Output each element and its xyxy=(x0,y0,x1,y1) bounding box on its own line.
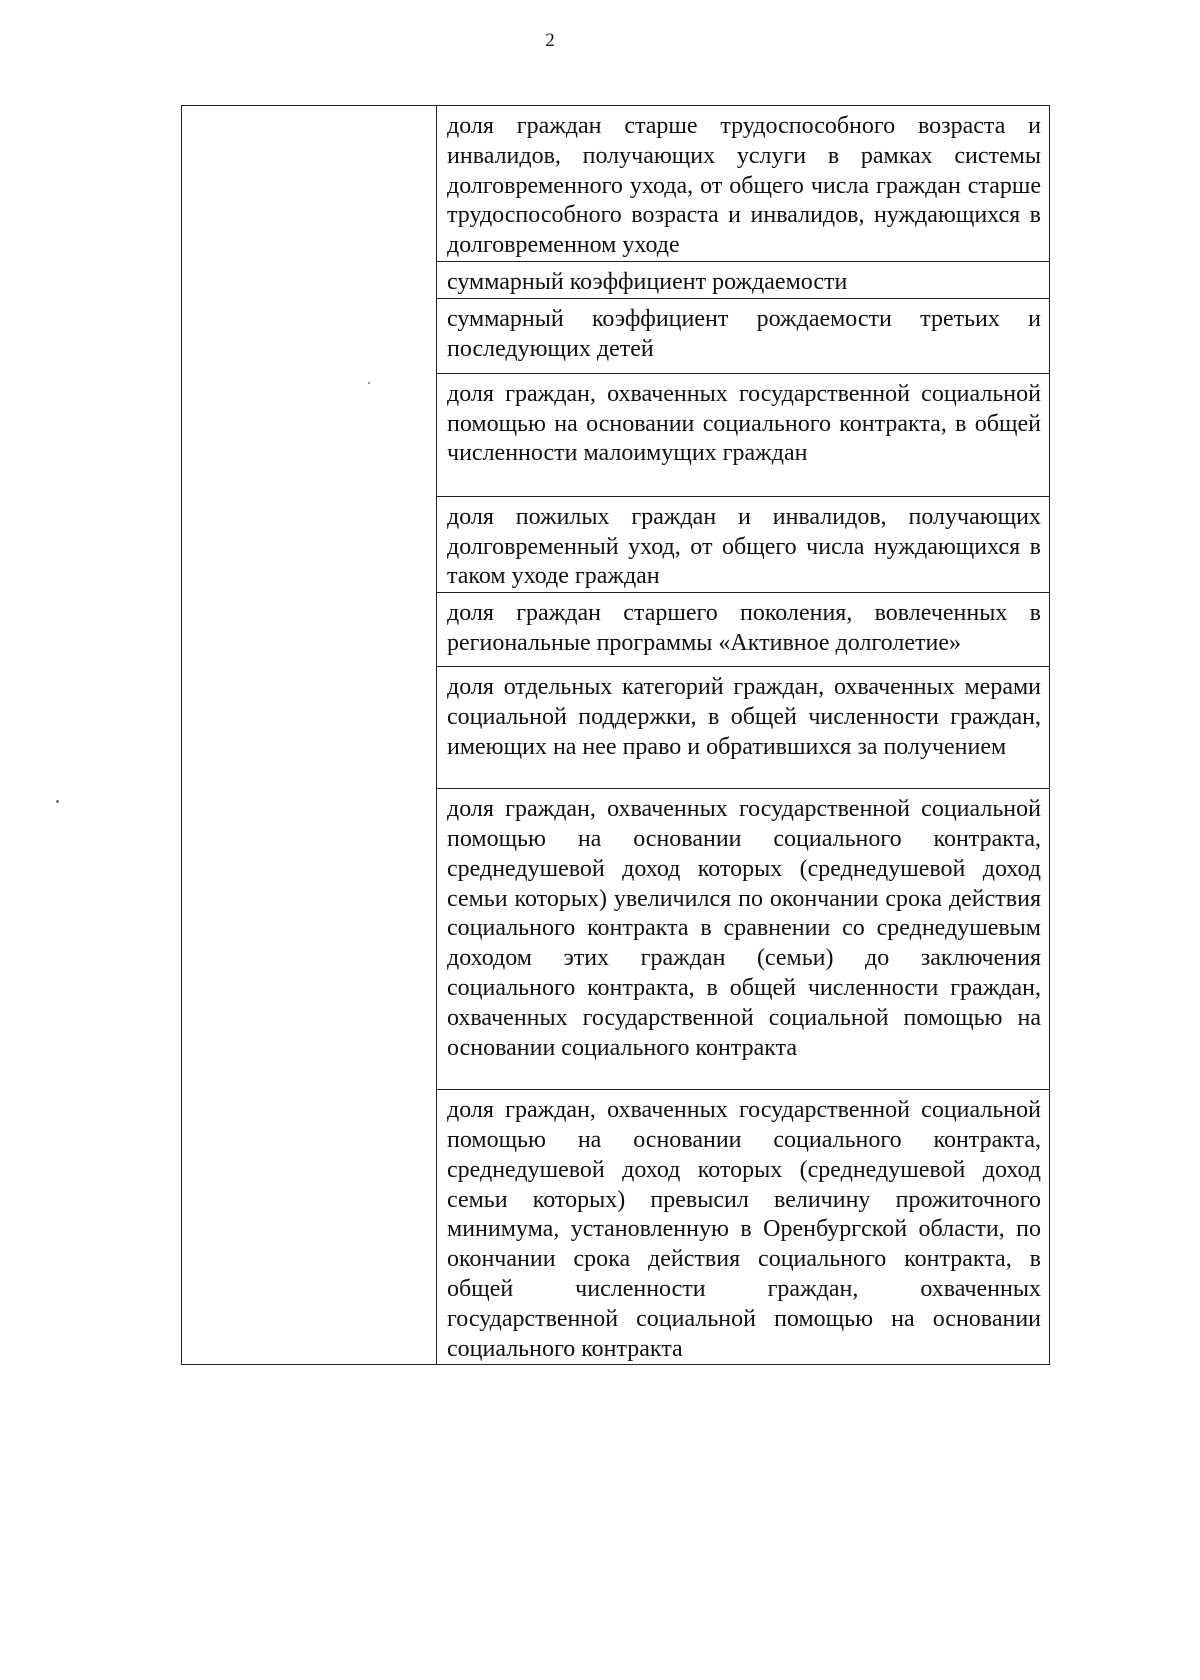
indicator-cell xyxy=(437,298,1050,373)
indicator-text: доля граждан, охваченных государственной социальной помощью на основании социального контракта, среднедушевой доход которых (среднедушевой доход семьи которых) увеличился по окончании срока действия социального контракта в сравнении со среднедушевым доходом этих граждан (семьи) до заключения социального контракта, в общей численности граждан, охваченных государственной социальной помощью на основании социального контракта xyxy=(447,796,1041,1061)
indicator-cell xyxy=(437,667,1050,789)
indicator-text: доля граждан старше трудоспособного возраста и инвалидов, получающих услуги в рамках системы долговременного ухода, от общего числа граждан старше трудоспособного возраста и инвалидов, нуждающихся в долговременном уходе xyxy=(447,113,1041,259)
indicator-cell xyxy=(437,496,1050,592)
indicator-cell xyxy=(437,261,1050,298)
indicator-text: суммарный коэффициент рождаемости третьих и последующих детей xyxy=(447,305,1041,362)
indicator-cell xyxy=(437,106,1050,262)
indicators-table xyxy=(181,105,1050,1365)
indicator-cell xyxy=(437,593,1050,667)
indicator-text: доля отдельных категорий граждан, охваченных мерами социальной поддержки, в общей численности граждан, имеющих на нее право и обратившихся за получением xyxy=(447,674,1041,760)
table-row xyxy=(182,106,1050,262)
indicator-text: доля граждан, охваченных государственной социальной помощью на основании социального контракта, в общей численности малоимущих граждан xyxy=(447,380,1041,467)
indicator-cell xyxy=(437,373,1050,496)
indicator-cell xyxy=(437,789,1050,1090)
page-number: 2 xyxy=(545,30,555,51)
indicator-text: доля граждан, охваченных государственной социальной помощью на основании социального контракта, среднедушевой доход которых (среднедушевой доход семьи которых) превысил величину прожиточного минимума, установленную в Оренбургской области, по окончании срока действия социального контракта, в общей численности граждан, охваченных государственной социальной помощью на основании социального контракта xyxy=(447,1097,1041,1362)
program-name-cell xyxy=(182,106,437,1365)
indicator-text: доля граждан старшего поколения, вовлеченных в региональные программы «Активное долголетие» xyxy=(447,600,1041,656)
indicator-text: суммарный коэффициент рождаемости xyxy=(447,268,848,295)
indicator-text: доля пожилых граждан и инвалидов, получающих долговременный уход, от общего числа нуждающихся в таком уходе граждан xyxy=(447,503,1041,590)
scan-speck xyxy=(56,800,59,803)
indicator-cell xyxy=(437,1090,1050,1365)
